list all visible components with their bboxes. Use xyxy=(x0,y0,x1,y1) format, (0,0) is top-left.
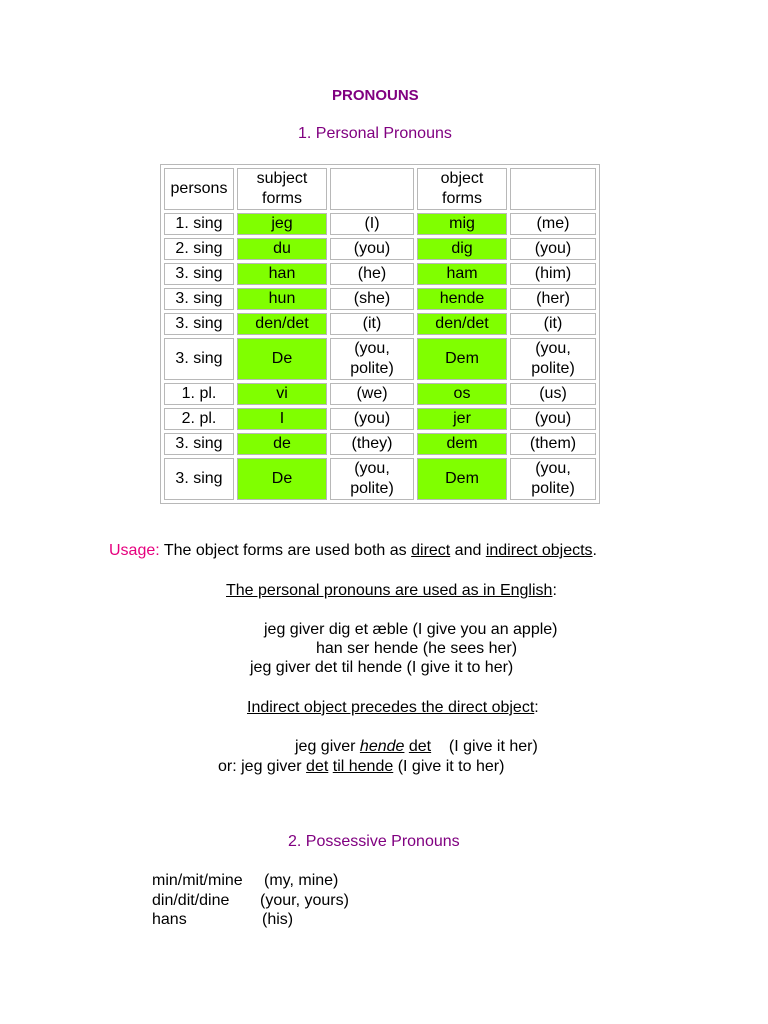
object-gloss-cell xyxy=(510,383,596,405)
object-form-cell: Dem xyxy=(417,338,507,380)
table-row xyxy=(164,383,596,405)
object-form-cell: dem xyxy=(417,433,507,455)
ex4-pre: jeg giver xyxy=(295,738,360,755)
object-gloss-cell xyxy=(510,338,596,380)
object-form-cell: den/det xyxy=(417,313,507,335)
indirect-heading-colon: : xyxy=(534,699,539,716)
table-row xyxy=(164,338,596,380)
object-gloss-cell-line: (them) xyxy=(529,435,577,452)
indirect-heading-line xyxy=(247,698,539,718)
object-gloss-cell xyxy=(510,433,596,455)
subject-gloss-cell xyxy=(330,408,414,430)
section-heading-possessive: 2. Possessive Pronouns xyxy=(288,833,460,850)
subject-form-cell: De xyxy=(237,458,327,500)
table-row xyxy=(164,288,596,310)
object-form-cell: jer xyxy=(417,408,507,430)
object-gloss-cell xyxy=(510,458,596,500)
subject-form-cell: De xyxy=(237,338,327,380)
subject-gloss-cell xyxy=(330,458,414,500)
object-gloss-cell-line: (him) xyxy=(534,265,572,282)
subject-gloss-cell-line: (you) xyxy=(353,410,391,427)
example-3: jeg giver det til hende (I give it to her) xyxy=(250,659,514,676)
header-persons: persons xyxy=(164,168,234,210)
usage-label: Usage: xyxy=(109,542,160,559)
person-cell: 3. sing xyxy=(164,338,234,380)
table-row xyxy=(164,408,596,430)
ex5-til-hende: til hende xyxy=(332,758,394,775)
subject-gloss-cell xyxy=(330,433,414,455)
possessive-forms-1: min/mit/mine xyxy=(152,872,243,889)
subject-gloss-cell xyxy=(330,338,414,380)
subject-gloss-cell xyxy=(330,238,414,260)
subject-gloss-cell-line: (you, xyxy=(354,460,390,477)
possessive-forms-2: din/dit/dine xyxy=(152,892,230,909)
object-gloss-cell-line: (it) xyxy=(543,315,563,332)
person-cell: 1. pl. xyxy=(164,383,234,405)
person-cell: 2. pl. xyxy=(164,408,234,430)
table-row xyxy=(164,263,596,285)
ex5-det: det xyxy=(306,758,329,775)
object-gloss-cell xyxy=(510,313,596,335)
table-row xyxy=(164,458,596,500)
subject-gloss-cell xyxy=(330,288,414,310)
subject-gloss-cell xyxy=(330,383,414,405)
example-2: han ser hende (he sees her) xyxy=(316,640,518,657)
person-cell: 3. sing xyxy=(164,263,234,285)
table-header-row xyxy=(164,168,596,210)
person-cell: 3. sing xyxy=(164,288,234,310)
table-row xyxy=(164,313,596,335)
usage-text-c: . xyxy=(592,542,597,559)
subject-gloss-cell-line: (they) xyxy=(351,435,393,452)
person-cell: 3. sing xyxy=(164,458,234,500)
possessive-gloss-1: (my, mine) xyxy=(264,872,339,889)
possessive-forms-3: hans xyxy=(152,911,187,928)
indirect-heading: Indirect object precedes the direct object xyxy=(247,699,535,716)
header-subject-line1: subject xyxy=(256,170,308,187)
object-form-cell: hende xyxy=(417,288,507,310)
object-gloss-cell xyxy=(510,408,596,430)
header-subject-line2: forms xyxy=(262,190,302,207)
person-cell: 3. sing xyxy=(164,313,234,335)
object-form-cell: ham xyxy=(417,263,507,285)
object-gloss-cell-line: polite) xyxy=(531,360,575,377)
subject-gloss-cell-line: polite) xyxy=(350,480,394,497)
subject-gloss-cell xyxy=(330,313,414,335)
subject-gloss-cell-line: polite) xyxy=(350,360,394,377)
object-gloss-cell xyxy=(510,288,596,310)
object-form-cell: Dem xyxy=(417,458,507,500)
object-gloss-cell xyxy=(510,213,596,235)
section-heading-personal: 1. Personal Pronouns xyxy=(298,125,452,142)
subject-gloss-cell-line: (it) xyxy=(362,315,382,332)
person-cell: 3. sing xyxy=(164,433,234,455)
usage-direct: direct xyxy=(411,542,451,559)
table-row xyxy=(164,238,596,260)
object-gloss-cell-line: (her) xyxy=(536,290,570,307)
example-5 xyxy=(218,757,504,777)
subject-form-cell: I xyxy=(237,408,327,430)
object-gloss-cell xyxy=(510,263,596,285)
subject-gloss-cell-line: (she) xyxy=(353,290,391,307)
object-form-cell: os xyxy=(417,383,507,405)
subject-form-cell: hun xyxy=(237,288,327,310)
usage-text-b: and xyxy=(450,542,486,559)
table-row xyxy=(164,433,596,455)
subject-gloss-cell xyxy=(330,263,414,285)
ex5-pre: or: jeg giver xyxy=(218,758,307,775)
object-gloss-cell-line: (me) xyxy=(536,215,570,232)
object-gloss-cell-line: polite) xyxy=(531,480,575,497)
personal-pronouns-table xyxy=(160,164,600,504)
page-title: PRONOUNS xyxy=(332,87,419,104)
ex4-det: det xyxy=(408,738,432,755)
english-heading-colon: : xyxy=(552,582,557,599)
object-gloss-cell-line: (you) xyxy=(534,410,572,427)
subject-form-cell: den/det xyxy=(237,313,327,335)
object-gloss-cell xyxy=(510,238,596,260)
subject-form-cell: vi xyxy=(237,383,327,405)
object-gloss-cell-line: (you) xyxy=(534,240,572,257)
object-form-cell: mig xyxy=(417,213,507,235)
person-cell: 1. sing xyxy=(164,213,234,235)
object-gloss-cell-line: (you, xyxy=(535,460,571,477)
object-gloss-cell-line: (us) xyxy=(539,385,567,402)
subject-gloss-cell-line: (I) xyxy=(364,215,380,232)
subject-gloss-cell-line: (you) xyxy=(353,240,391,257)
subject-gloss-cell-line: (we) xyxy=(356,385,388,402)
english-heading: The personal pronouns are used as in English xyxy=(226,582,553,599)
example-1: jeg giver dig et æble (I give you an apple) xyxy=(264,621,558,638)
table-row xyxy=(164,213,596,235)
possessive-gloss-2: (your, yours) xyxy=(260,892,349,909)
subject-gloss-cell-line: (he) xyxy=(357,265,387,282)
ex4-post: (I give it her) xyxy=(431,738,538,755)
header-object-line1: object xyxy=(440,170,484,187)
ex5-post: (I give it to her) xyxy=(393,758,505,775)
usage-text-a: The object forms are used both as xyxy=(159,542,412,559)
header-subject-forms xyxy=(237,168,327,210)
person-cell: 2. sing xyxy=(164,238,234,260)
header-blank-1 xyxy=(330,168,414,210)
subject-gloss-cell-line: (you, xyxy=(354,340,390,357)
possessive-gloss-3: (his) xyxy=(262,911,294,928)
usage-indirect: indirect objects xyxy=(485,542,593,559)
subject-form-cell: de xyxy=(237,433,327,455)
subject-form-cell: jeg xyxy=(237,213,327,235)
object-form-cell: dig xyxy=(417,238,507,260)
header-object-line2: forms xyxy=(442,190,482,207)
subject-gloss-cell xyxy=(330,213,414,235)
subject-form-cell: du xyxy=(237,238,327,260)
example-4 xyxy=(295,737,538,757)
english-heading-line xyxy=(226,581,557,601)
subject-form-cell: han xyxy=(237,263,327,285)
usage-line xyxy=(109,541,597,561)
ex4-hende: hende xyxy=(359,738,405,755)
object-gloss-cell-line: (you, xyxy=(535,340,571,357)
header-object-forms xyxy=(417,168,507,210)
header-blank-2 xyxy=(510,168,596,210)
